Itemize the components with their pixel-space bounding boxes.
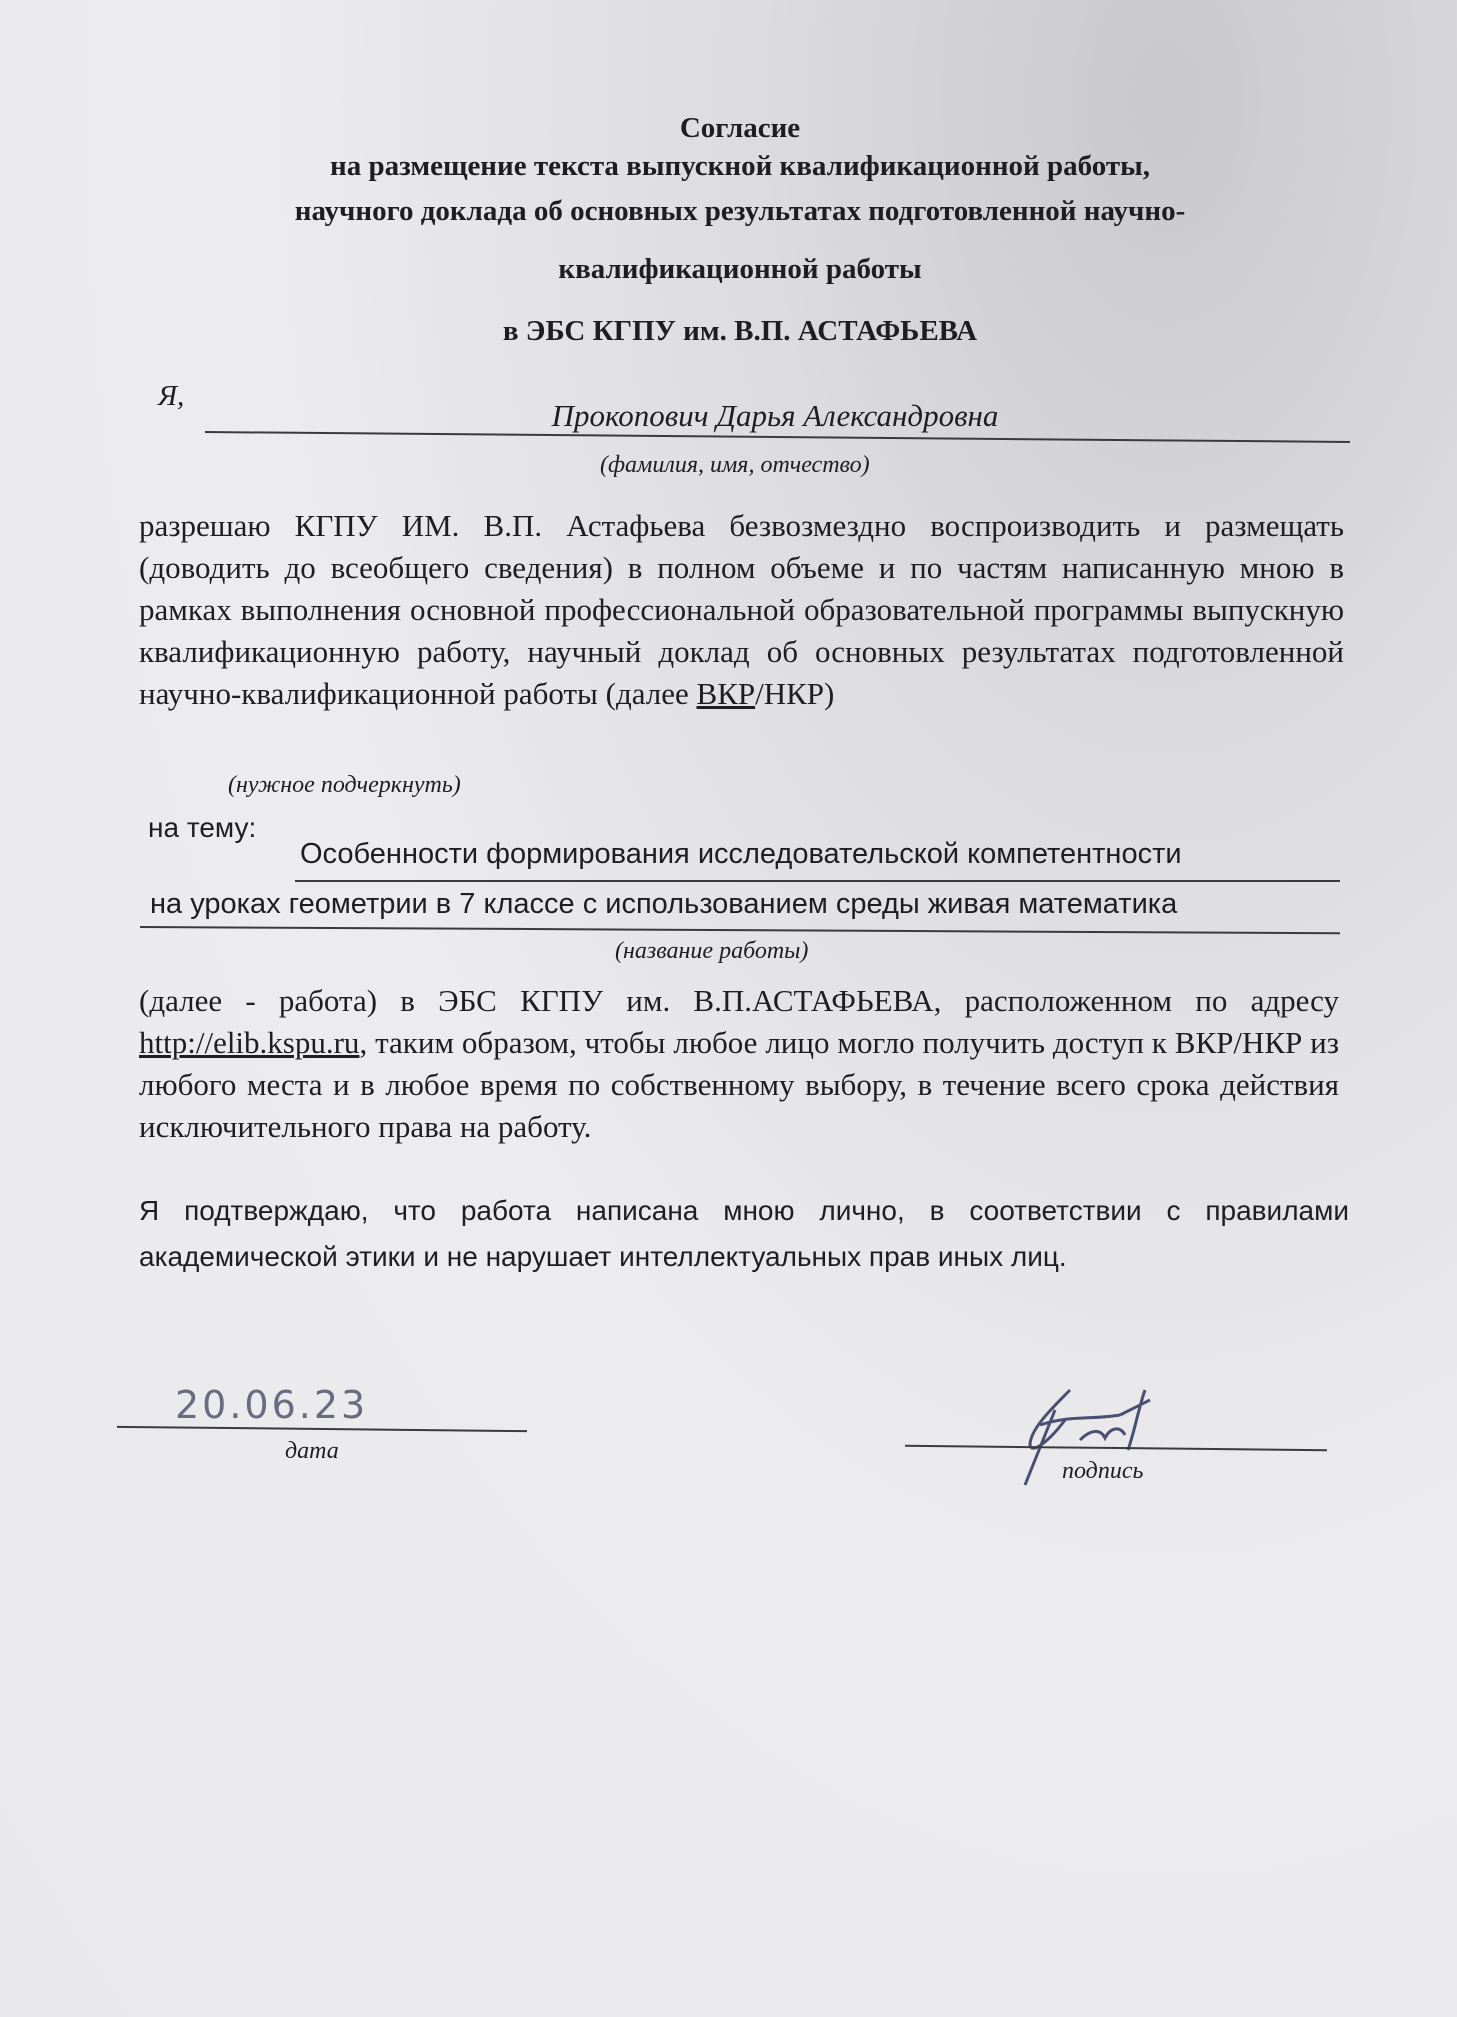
date-caption: дата bbox=[285, 1438, 339, 1464]
handwritten-date: 20.06.23 bbox=[175, 1383, 369, 1427]
underline-hint: (нужное подчеркнуть) bbox=[228, 772, 461, 798]
author-name: Прокопович Дарья Александровна bbox=[551, 398, 999, 433]
underlined-vkr: ВКР bbox=[696, 676, 756, 711]
signature-caption: подпись bbox=[1062, 1458, 1144, 1484]
subtitle-line: научного доклада об основных результатах подготовленной научно- bbox=[294, 195, 1186, 227]
permission-paragraph: разрешаю КГПУ ИМ. В.П. Астафьева безвозмездно воспроизводить и размещать (доводить до всеобщего сведения) в полном объеме и по частям написанную мною в рамках выполнения основной профессиональной образовательной программы выпускную квалификационную работу, научный доклад об основных результатах подготовленной научно-квалификационной работы (далее ВКР/НКР) bbox=[139, 508, 1344, 711]
topic-label: на тему: bbox=[148, 812, 257, 843]
topic-underline-1 bbox=[295, 880, 1340, 882]
subtitle-line: на размещение текста выпускной квалификационной работы, bbox=[330, 150, 1150, 182]
name-caption: (фамилия, имя, отчество) bbox=[600, 452, 870, 478]
subtitle-line: квалификационной работы bbox=[558, 253, 922, 285]
topic-underline-2 bbox=[140, 926, 1340, 934]
topic-caption: (название работы) bbox=[615, 938, 809, 964]
subtitle-line: в ЭБС КГПУ им. В.П. АСТАФЬЕВА bbox=[502, 315, 978, 347]
elib-link[interactable]: http://elib.kspu.ru bbox=[139, 1025, 360, 1060]
topic-line-1: Особенности формирования исследовательской компетентности bbox=[300, 838, 1182, 870]
placement-paragraph: (далее - работа) в ЭБС КГПУ им. В.П.АСТАФЬЕВА, расположенном по адресу http://elib.kspu.ru, таким образом, чтобы любое лицо могло получить доступ к ВКР/НКР из любого места и в любое время по собственному выбору, в течение всего срока действия исключительного права на работу. bbox=[139, 983, 1339, 1144]
document-title: Согласие bbox=[679, 112, 801, 144]
topic-line-2: на уроках геометрии в 7 классе с использованием среды живая математика bbox=[150, 888, 1178, 920]
author-prefix: Я, bbox=[158, 380, 185, 412]
confirmation-paragraph: Я подтверждаю, что работа написана мною лично, в соответствии с правилами академической этики и не нарушает интеллектуальных прав иных лиц. bbox=[139, 1195, 1349, 1272]
